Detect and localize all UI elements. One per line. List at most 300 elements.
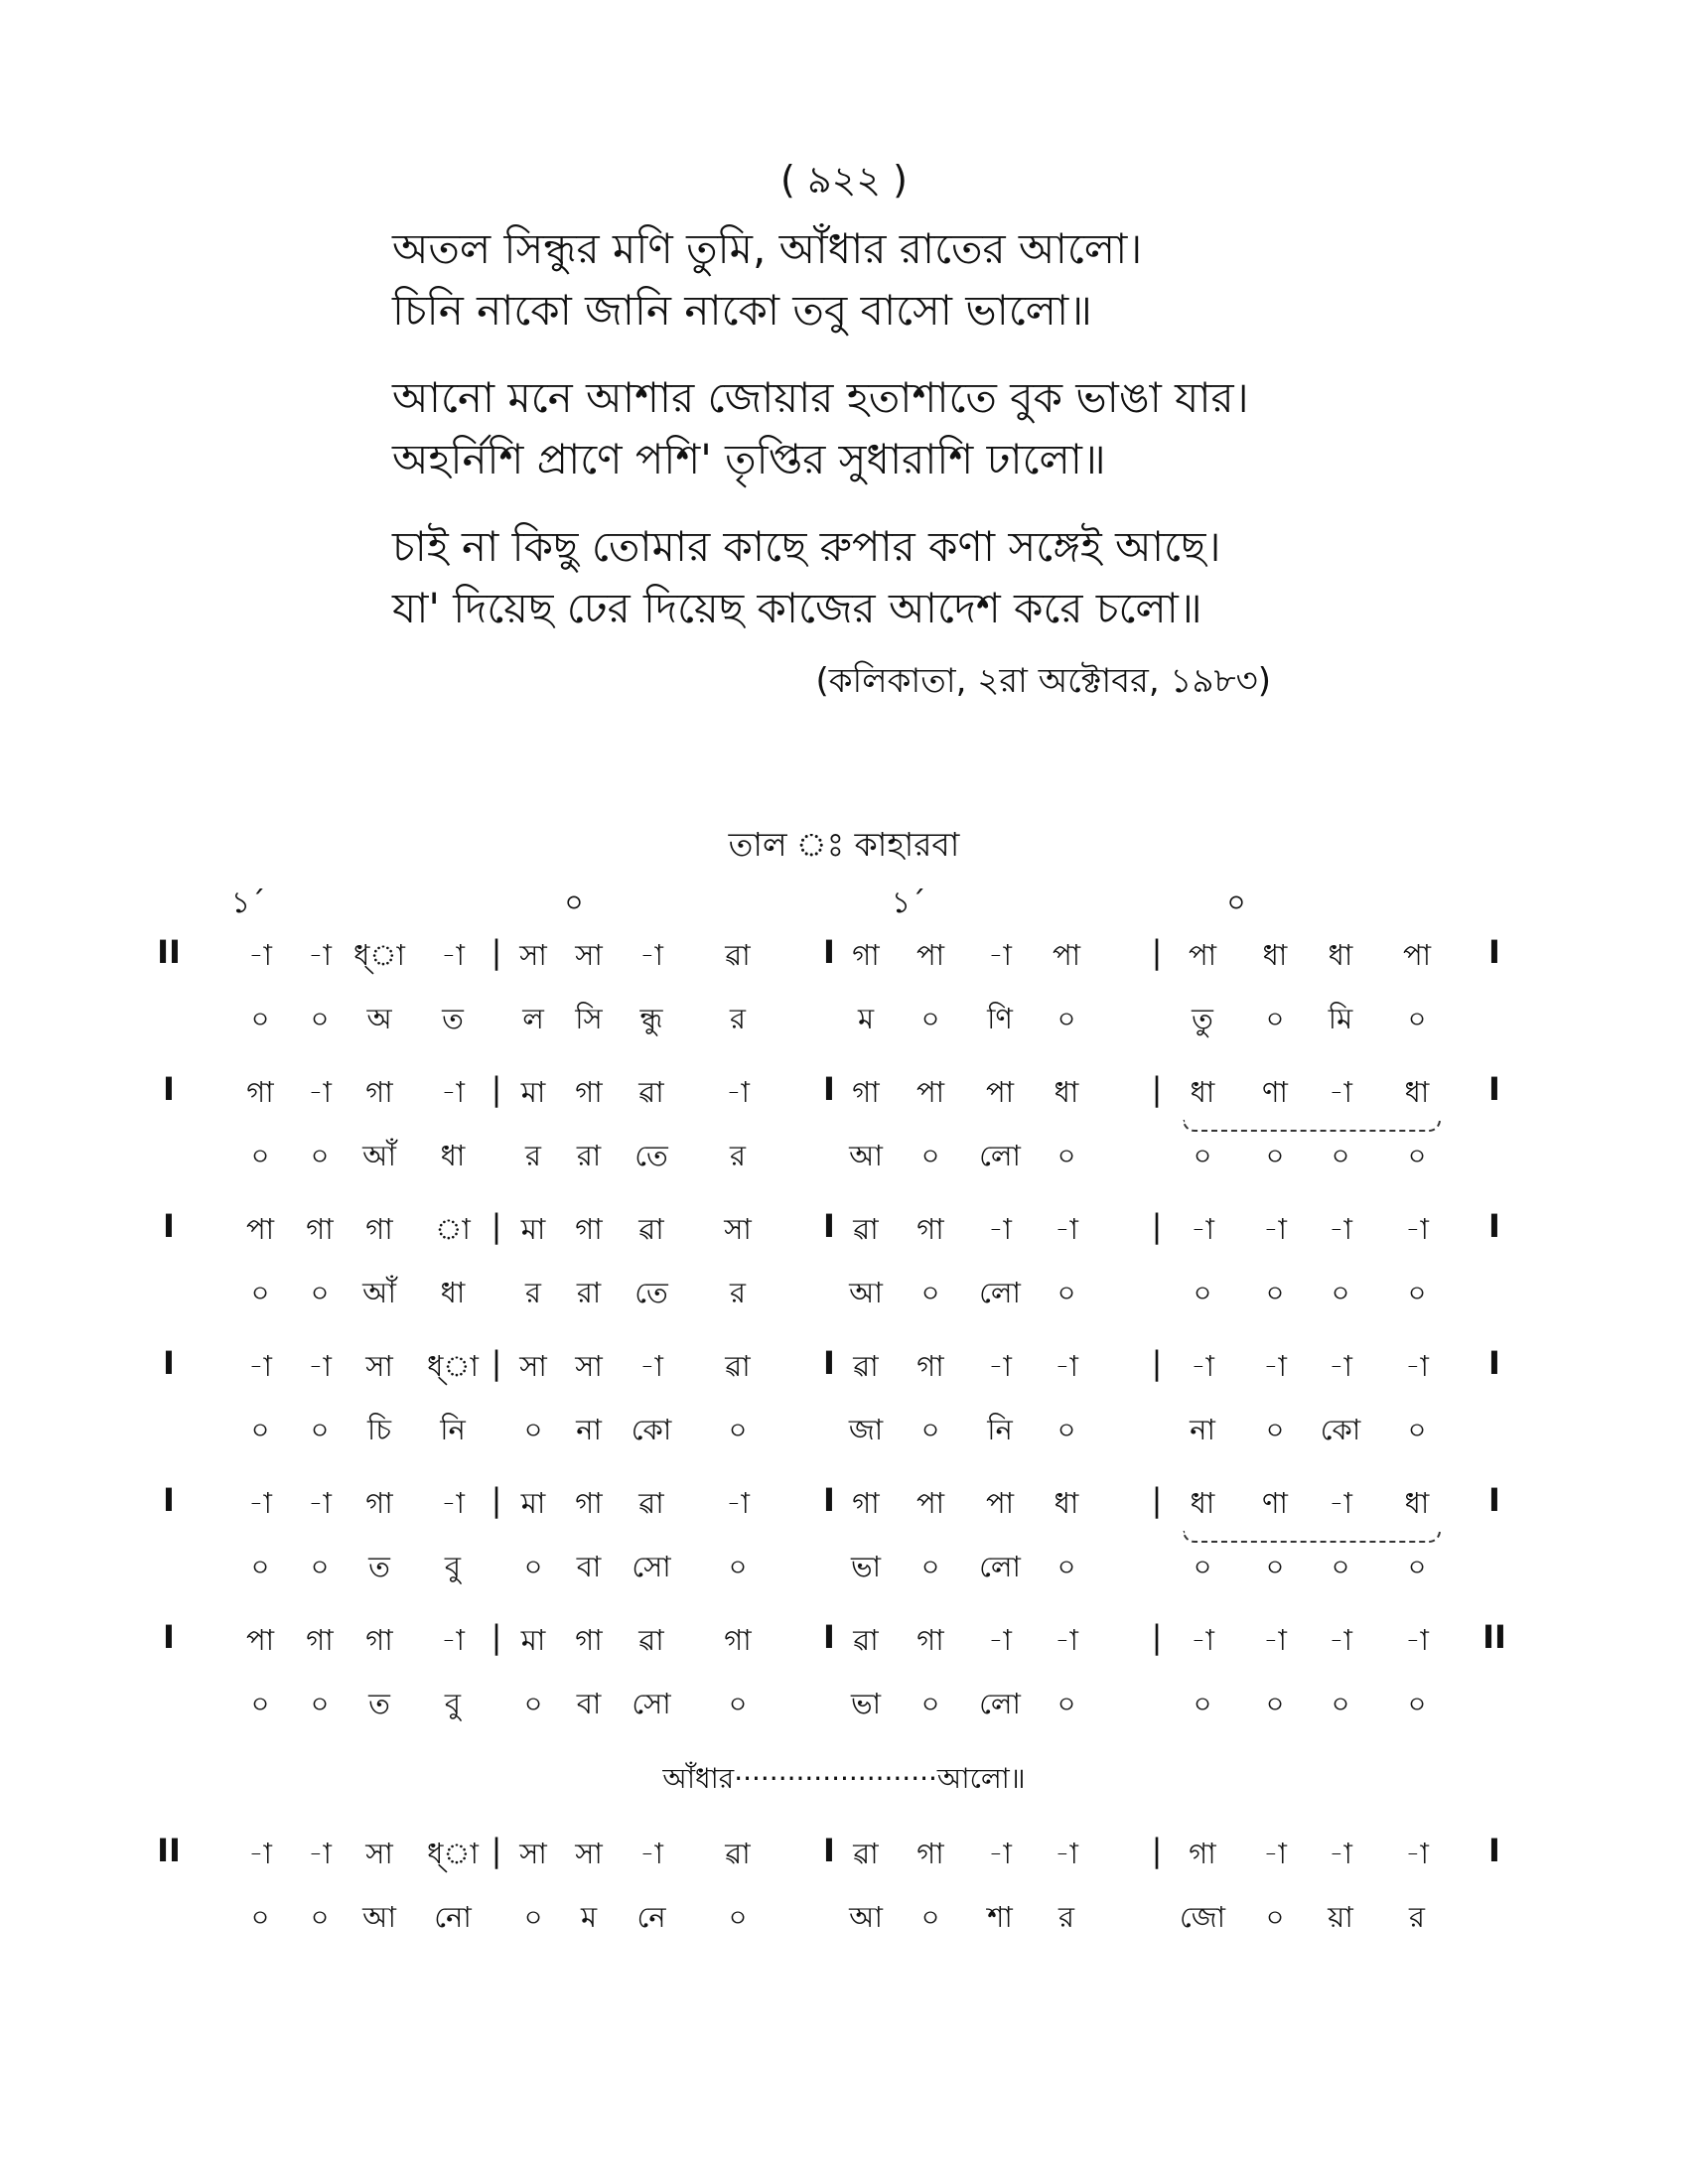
swara-note: পা bbox=[915, 938, 945, 972]
lyric-syllable: ০ bbox=[250, 1413, 270, 1446]
swara-note: -া bbox=[988, 1623, 1012, 1657]
swara-note: সা bbox=[519, 1837, 547, 1870]
swara-note: -া bbox=[1405, 1212, 1429, 1246]
swara-note: গা bbox=[246, 1075, 274, 1109]
bar-line: I bbox=[163, 1618, 175, 1656]
swara-note: গা bbox=[575, 1075, 603, 1109]
lyric-syllable: ০ bbox=[1265, 1413, 1285, 1446]
lyric-syllable: ০ bbox=[920, 1413, 940, 1446]
song-lyrics bbox=[392, 218, 1385, 665]
swara-note: সা bbox=[519, 1349, 547, 1383]
swara-note: -া bbox=[248, 1486, 272, 1520]
lyric-syllable: ০ bbox=[728, 1687, 748, 1720]
swara-note: -া bbox=[441, 938, 465, 972]
lyric-syllable: ০ bbox=[1407, 1687, 1427, 1720]
swara-note: -া bbox=[726, 1075, 750, 1109]
lyric-syllable: ভা bbox=[850, 1550, 882, 1583]
swara-note: -া bbox=[1055, 1212, 1078, 1246]
lyric-syllable: ০ bbox=[250, 1900, 270, 1934]
notation-block bbox=[0, 1207, 1688, 1338]
taal-label: তাল ঃ কাহারবা bbox=[728, 825, 960, 864]
swara-note: মা bbox=[520, 1075, 546, 1109]
lyric-syllable: ০ bbox=[920, 1276, 940, 1309]
swara-note: গা bbox=[916, 1349, 944, 1383]
swara-note: পা bbox=[915, 1486, 945, 1520]
swara-note: -া bbox=[988, 1349, 1012, 1383]
lyric-syllable: বা bbox=[576, 1687, 602, 1720]
swara-note: ধা bbox=[1190, 1075, 1215, 1109]
swara-note: -া bbox=[308, 1075, 332, 1109]
bar-line: I bbox=[823, 1070, 835, 1108]
notation-block bbox=[0, 1481, 1688, 1612]
swara-note: ৱা bbox=[638, 1623, 664, 1657]
lyric-syllable: তে bbox=[634, 1139, 668, 1172]
beat-mark: ০ bbox=[1226, 886, 1246, 920]
lyric-syllable: না bbox=[1190, 1413, 1215, 1446]
swara-note: ধা bbox=[1054, 1486, 1079, 1520]
lyric-syllable: ০ bbox=[1056, 1550, 1076, 1583]
swara-row bbox=[0, 1832, 1688, 1881]
lyric-syllable: লো bbox=[979, 1687, 1021, 1720]
swara-note: ধা bbox=[1404, 1075, 1430, 1109]
lyric-syllable: ০ bbox=[1265, 1276, 1285, 1309]
bar-line: | bbox=[1151, 1618, 1163, 1656]
swara-note: সা bbox=[575, 938, 603, 972]
lyric-syllable: ০ bbox=[1193, 1139, 1212, 1172]
swara-note: ৱা bbox=[638, 1075, 664, 1109]
swara-note: গা bbox=[306, 1212, 334, 1246]
swara-note: -া bbox=[308, 1349, 332, 1383]
lyric-syllable-row bbox=[0, 1545, 1688, 1594]
swara-note: পা bbox=[245, 1623, 275, 1657]
swara-note: -া bbox=[1055, 1623, 1078, 1657]
swara-note: সা bbox=[575, 1349, 603, 1383]
swara-note: পা bbox=[1052, 938, 1081, 972]
lyric-syllable: ০ bbox=[1407, 1002, 1427, 1035]
swara-note: পা bbox=[985, 1486, 1015, 1520]
lyric-syllable: আ bbox=[849, 1139, 883, 1172]
swara-note: -া bbox=[1405, 1349, 1429, 1383]
swara-note: গা bbox=[575, 1486, 603, 1520]
lyric-syllable: অ bbox=[366, 1002, 392, 1035]
bar-line: | bbox=[491, 1618, 502, 1656]
lyric-syllable: বা bbox=[576, 1550, 602, 1583]
stanza-3 bbox=[392, 516, 1385, 639]
lyric-syllable: ০ bbox=[310, 1413, 330, 1446]
beat-mark: ১´ bbox=[891, 886, 926, 920]
swara-row bbox=[0, 1618, 1688, 1668]
swara-row bbox=[0, 1344, 1688, 1394]
swara-note: -া bbox=[639, 1837, 663, 1870]
lyric-syllable: ল bbox=[522, 1002, 544, 1035]
swara-note: গা bbox=[916, 1837, 944, 1870]
lyric-syllable: তু bbox=[1192, 1002, 1213, 1035]
swara-note: -া bbox=[1329, 1349, 1352, 1383]
swara-note: ণা bbox=[1262, 1486, 1288, 1520]
lyric-syllable: ০ bbox=[523, 1413, 543, 1446]
lyric-syllable: ০ bbox=[1056, 1413, 1076, 1446]
lyric-syllable: ০ bbox=[310, 1687, 330, 1720]
lyric-syllable: আঁ bbox=[362, 1139, 396, 1172]
lyric-syllable: আ bbox=[849, 1900, 883, 1934]
lyric-syllable: ০ bbox=[1407, 1276, 1427, 1309]
lyric-line: অহর্নিশি প্রাণে পশি' তৃপ্তির সুধারাশি ঢালো॥ bbox=[392, 435, 1106, 483]
stanza-2 bbox=[392, 367, 1385, 490]
swara-note: গা bbox=[365, 1486, 393, 1520]
swara-note: গা bbox=[575, 1212, 603, 1246]
bar-line: | bbox=[1151, 933, 1163, 971]
lyric-syllable: লো bbox=[979, 1550, 1021, 1583]
stanza-1 bbox=[392, 218, 1385, 341]
swara-note: সা bbox=[519, 938, 547, 972]
swara-note: গা bbox=[852, 938, 880, 972]
swara-note: -া bbox=[1191, 1212, 1214, 1246]
lyric-syllable: ০ bbox=[1265, 1550, 1285, 1583]
lyric-syllable: নো bbox=[434, 1900, 472, 1934]
lyric-syllable: নে bbox=[636, 1900, 666, 1934]
swara-note: গা bbox=[365, 1212, 393, 1246]
lyric-syllable: ০ bbox=[310, 1139, 330, 1172]
swara-note: ধা bbox=[1328, 938, 1353, 972]
swara-note: -া bbox=[1055, 1349, 1078, 1383]
swara-note: া bbox=[435, 1212, 471, 1246]
lyric-syllable: ০ bbox=[250, 1550, 270, 1583]
lyric-line: চাই না কিছু তোমার কাছে রুপার কণা সঙ্গেই আছে। bbox=[392, 522, 1221, 571]
lyric-syllable: তে bbox=[634, 1276, 668, 1309]
swara-note: -া bbox=[639, 1349, 663, 1383]
bar-line: I bbox=[1488, 1832, 1500, 1869]
lyric-syllable: ০ bbox=[1265, 1900, 1285, 1934]
bar-line: I bbox=[823, 1618, 835, 1656]
swara-note: -া bbox=[1191, 1623, 1214, 1657]
lyric-syllable: ধা bbox=[440, 1276, 466, 1309]
lyric-syllable: ম bbox=[580, 1900, 598, 1934]
lyric-syllable: শা bbox=[987, 1900, 1013, 1934]
swara-note: ধা bbox=[1190, 1486, 1215, 1520]
notation-block bbox=[0, 1832, 1688, 1963]
lyric-syllable: ০ bbox=[1056, 1687, 1076, 1720]
lyric-syllable: আ bbox=[362, 1900, 396, 1934]
bar-line: I bbox=[1488, 1481, 1500, 1519]
swara-note: -া bbox=[1263, 1349, 1287, 1383]
bar-line: | bbox=[491, 1070, 502, 1108]
swara-note: পা bbox=[1402, 938, 1432, 972]
beat-marks bbox=[0, 879, 1688, 928]
lyric-syllable: ০ bbox=[310, 1002, 330, 1035]
lyric-syllable: ০ bbox=[523, 1900, 543, 1934]
swara-note: -া bbox=[248, 1837, 272, 1870]
composition-date: (কলিকাতা, ২রা অক্টোবর, ১৯৮৩) bbox=[815, 661, 1271, 701]
swara-note: গা bbox=[852, 1486, 880, 1520]
swara-note: সা bbox=[365, 1349, 393, 1383]
swara-note: ৱা bbox=[725, 938, 751, 972]
swara-note: -া bbox=[639, 938, 663, 972]
swara-note: সা bbox=[365, 1837, 393, 1870]
lyric-syllable: ০ bbox=[920, 1002, 940, 1035]
swara-note: পা bbox=[245, 1212, 275, 1246]
swara-note: গা bbox=[1189, 1837, 1216, 1870]
bar-line: II bbox=[157, 1832, 181, 1869]
lyric-syllable: র bbox=[1409, 1900, 1425, 1934]
swara-note: গা bbox=[365, 1075, 393, 1109]
lyric-syllable: ০ bbox=[920, 1900, 940, 1934]
lyric-syllable-row bbox=[0, 1134, 1688, 1183]
lyric-syllable: র bbox=[1058, 1900, 1074, 1934]
lyric-syllable: ধা bbox=[440, 1139, 466, 1172]
beat-mark: ১´ bbox=[230, 886, 266, 920]
lyric-syllable: লো bbox=[979, 1276, 1021, 1309]
lyric-syllable: ত bbox=[442, 1002, 464, 1035]
lyric-syllable: ০ bbox=[920, 1687, 940, 1720]
lyric-syllable: ০ bbox=[920, 1139, 940, 1172]
bar-line: I bbox=[163, 1070, 175, 1108]
swara-note: -া bbox=[441, 1075, 465, 1109]
swara-note: -া bbox=[441, 1486, 465, 1520]
swara-note: পা bbox=[985, 1075, 1015, 1109]
bar-line: | bbox=[1151, 1070, 1163, 1108]
bar-line: I bbox=[163, 1481, 175, 1519]
swara-note: ৱা bbox=[725, 1837, 751, 1870]
bar-line: I bbox=[823, 1481, 835, 1519]
swara-note: সা bbox=[575, 1837, 603, 1870]
swara-note: মা bbox=[520, 1212, 546, 1246]
swara-note: -া bbox=[1405, 1837, 1429, 1870]
swara-note: গা bbox=[916, 1623, 944, 1657]
bar-line: I bbox=[823, 1832, 835, 1869]
swara-note: ণা bbox=[1262, 1075, 1288, 1109]
lyric-syllable-row bbox=[0, 1271, 1688, 1320]
lyric-syllable-row bbox=[0, 1408, 1688, 1457]
swara-row bbox=[0, 1070, 1688, 1120]
lyric-syllable: র bbox=[730, 1139, 746, 1172]
bar-line: I bbox=[163, 1344, 175, 1382]
swara-note: গা bbox=[852, 1075, 880, 1109]
bar-line: I bbox=[823, 1207, 835, 1245]
slur-mark bbox=[1183, 1531, 1441, 1543]
lyric-syllable: নি bbox=[440, 1413, 466, 1446]
bar-line: I bbox=[823, 933, 835, 971]
lyric-syllable: ০ bbox=[728, 1413, 748, 1446]
swara-note: -া bbox=[308, 1486, 332, 1520]
bar-line: | bbox=[1151, 1832, 1163, 1869]
lyric-syllable: ০ bbox=[1056, 1002, 1076, 1035]
bar-line: | bbox=[1151, 1344, 1163, 1382]
swara-note: মা bbox=[520, 1486, 546, 1520]
swara-note: ধ্া bbox=[427, 1837, 479, 1870]
swara-note: -া bbox=[726, 1486, 750, 1520]
lyric-syllable: ০ bbox=[1331, 1139, 1350, 1172]
lyric-syllable: ০ bbox=[920, 1550, 940, 1583]
lyric-syllable: সো bbox=[632, 1687, 671, 1720]
swara-note: ৱা bbox=[638, 1212, 664, 1246]
lyric-syllable: ০ bbox=[1193, 1550, 1212, 1583]
swara-note: -া bbox=[1329, 1837, 1352, 1870]
page-number: ( ৯২২ ) bbox=[780, 158, 908, 202]
lyric-syllable: ০ bbox=[1331, 1276, 1350, 1309]
lyric-syllable-row bbox=[0, 1682, 1688, 1731]
lyric-syllable-row bbox=[0, 1895, 1688, 1945]
lyric-syllable: ০ bbox=[523, 1550, 543, 1583]
swara-note: ধা bbox=[1404, 1486, 1430, 1520]
lyric-syllable: ০ bbox=[1407, 1550, 1427, 1583]
swara-note: পা bbox=[1188, 938, 1217, 972]
swara-note: ধ্া bbox=[353, 938, 405, 972]
bar-line: I bbox=[1488, 1207, 1500, 1245]
swara-note: -া bbox=[1329, 1075, 1352, 1109]
lyric-syllable: ০ bbox=[1265, 1687, 1285, 1720]
lyric-syllable: ভা bbox=[850, 1687, 882, 1720]
swara-note: ৱা bbox=[725, 1349, 751, 1383]
lyric-syllable: সি bbox=[575, 1002, 603, 1035]
swara-note: -া bbox=[1329, 1486, 1352, 1520]
swara-note: গা bbox=[724, 1623, 752, 1657]
notation-block bbox=[0, 1618, 1688, 1749]
lyric-syllable: ০ bbox=[728, 1900, 748, 1934]
lyric-line: চিনি নাকো জানি নাকো তবু বাসো ভালো॥ bbox=[392, 286, 1092, 335]
bar-line: | bbox=[491, 1207, 502, 1245]
bar-line: | bbox=[491, 933, 502, 971]
notation-block bbox=[0, 933, 1688, 1064]
lyric-syllable: ণি bbox=[987, 1002, 1013, 1035]
lyric-syllable: সো bbox=[632, 1550, 671, 1583]
lyric-syllable: ০ bbox=[310, 1550, 330, 1583]
lyric-syllable: আ bbox=[849, 1276, 883, 1309]
lyric-syllable-row bbox=[0, 997, 1688, 1046]
slur-mark bbox=[1183, 1120, 1441, 1132]
lyric-syllable: বু bbox=[444, 1550, 462, 1583]
bar-line: I bbox=[163, 1207, 175, 1245]
lyric-syllable: জো bbox=[1179, 1900, 1226, 1934]
lyric-syllable: ০ bbox=[1265, 1002, 1285, 1035]
bar-line: | bbox=[1151, 1207, 1163, 1245]
swara-note: -া bbox=[988, 1837, 1012, 1870]
lyric-syllable: রা bbox=[576, 1276, 602, 1309]
lyric-syllable: নি bbox=[987, 1413, 1013, 1446]
swara-note: -া bbox=[988, 1212, 1012, 1246]
swara-note: পা bbox=[915, 1075, 945, 1109]
bar-line: | bbox=[491, 1832, 502, 1869]
bar-line: II bbox=[1482, 1618, 1506, 1656]
swara-note: -া bbox=[308, 938, 332, 972]
lyric-syllable: ০ bbox=[250, 1276, 270, 1309]
swara-note: -া bbox=[1191, 1349, 1214, 1383]
lyric-syllable: ০ bbox=[1193, 1276, 1212, 1309]
bar-line: | bbox=[1151, 1481, 1163, 1519]
bar-line: II bbox=[157, 933, 181, 971]
swara-note: মা bbox=[520, 1623, 546, 1657]
lyric-syllable: আঁ bbox=[362, 1276, 396, 1309]
swara-note: গা bbox=[306, 1623, 334, 1657]
swara-note: সা bbox=[724, 1212, 752, 1246]
lyric-syllable: ত bbox=[368, 1550, 390, 1583]
swara-note: ৱা bbox=[853, 1349, 879, 1383]
lyric-syllable: য়া bbox=[1328, 1900, 1353, 1934]
swara-note: -া bbox=[1263, 1623, 1287, 1657]
lyric-syllable: ০ bbox=[728, 1550, 748, 1583]
bar-line: I bbox=[1488, 1344, 1500, 1382]
swara-note: ৱা bbox=[853, 1623, 879, 1657]
swara-row bbox=[0, 1207, 1688, 1257]
lyric-syllable: ০ bbox=[1056, 1276, 1076, 1309]
lyric-syllable: ০ bbox=[1407, 1413, 1427, 1446]
notation-block bbox=[0, 1344, 1688, 1475]
lyric-syllable: ০ bbox=[310, 1276, 330, 1309]
swara-note: -া bbox=[248, 938, 272, 972]
swara-note: -া bbox=[1405, 1623, 1429, 1657]
lyric-syllable: না bbox=[576, 1413, 602, 1446]
bar-line: | bbox=[491, 1481, 502, 1519]
bar-line: I bbox=[1488, 1070, 1500, 1108]
lyric-syllable: লো bbox=[979, 1139, 1021, 1172]
lyric-syllable: বু bbox=[444, 1687, 462, 1720]
swara-note: গা bbox=[575, 1623, 603, 1657]
lyric-syllable: ন্ধু bbox=[639, 1002, 663, 1035]
lyric-syllable: মি bbox=[1328, 1002, 1353, 1035]
lyric-line: অতল সিন্ধুর মণি তুমি, আঁধার রাতের আলো। bbox=[392, 224, 1143, 273]
swara-note: ৱা bbox=[853, 1837, 879, 1870]
lyric-syllable: র bbox=[730, 1002, 746, 1035]
swara-note: -া bbox=[308, 1837, 332, 1870]
bar-line: I bbox=[1488, 933, 1500, 971]
swara-note: ৱা bbox=[638, 1486, 664, 1520]
lyric-syllable: ০ bbox=[1056, 1139, 1076, 1172]
lyric-syllable: কো bbox=[631, 1413, 672, 1446]
swara-row bbox=[0, 933, 1688, 983]
bar-line: | bbox=[491, 1344, 502, 1382]
notation-block bbox=[0, 1070, 1688, 1201]
lyric-syllable: ত bbox=[368, 1687, 390, 1720]
lyric-syllable: ০ bbox=[1331, 1687, 1350, 1720]
recap-line: আঁধার·······················আলো॥ bbox=[662, 1762, 1026, 1795]
swara-note: -া bbox=[1055, 1837, 1078, 1870]
lyric-line: যা' দিয়েছ ঢের দিয়েছ কাজের আদেশ করে চলো॥ bbox=[392, 584, 1202, 632]
lyric-syllable: র bbox=[525, 1276, 541, 1309]
lyric-syllable: জা bbox=[848, 1413, 884, 1446]
lyric-syllable: কো bbox=[1320, 1413, 1361, 1446]
lyric-syllable: রা bbox=[576, 1139, 602, 1172]
swara-note: -া bbox=[248, 1349, 272, 1383]
lyric-line: আনো মনে আশার জোয়ার হতাশাতে বুক ভাঙা যার। bbox=[392, 373, 1249, 422]
swara-note: গা bbox=[365, 1623, 393, 1657]
lyric-syllable: র bbox=[730, 1276, 746, 1309]
lyric-syllable: ০ bbox=[250, 1139, 270, 1172]
beat-mark: ০ bbox=[564, 886, 584, 920]
lyric-syllable: ০ bbox=[523, 1687, 543, 1720]
swara-note: ধ্া bbox=[427, 1349, 479, 1383]
swara-note: -া bbox=[1263, 1837, 1287, 1870]
swara-row bbox=[0, 1481, 1688, 1531]
lyric-syllable: ০ bbox=[1407, 1139, 1427, 1172]
swara-note: -া bbox=[1263, 1212, 1287, 1246]
lyric-syllable: ০ bbox=[1193, 1687, 1212, 1720]
lyric-syllable: ০ bbox=[1331, 1550, 1350, 1583]
swara-note: -া bbox=[441, 1623, 465, 1657]
swara-note: -া bbox=[988, 938, 1012, 972]
lyric-syllable: ম bbox=[857, 1002, 875, 1035]
lyric-syllable: ০ bbox=[250, 1687, 270, 1720]
swara-note: ধা bbox=[1054, 1075, 1079, 1109]
swara-note: -া bbox=[1329, 1212, 1352, 1246]
swara-note: ধা bbox=[1262, 938, 1288, 972]
swara-note: গা bbox=[916, 1212, 944, 1246]
swara-note: -া bbox=[1329, 1623, 1352, 1657]
lyric-syllable: ০ bbox=[1265, 1139, 1285, 1172]
bar-line: I bbox=[823, 1344, 835, 1382]
lyric-syllable: ০ bbox=[310, 1900, 330, 1934]
swara-note: ৱা bbox=[853, 1212, 879, 1246]
lyric-syllable: ০ bbox=[250, 1002, 270, 1035]
lyric-syllable: র bbox=[525, 1139, 541, 1172]
